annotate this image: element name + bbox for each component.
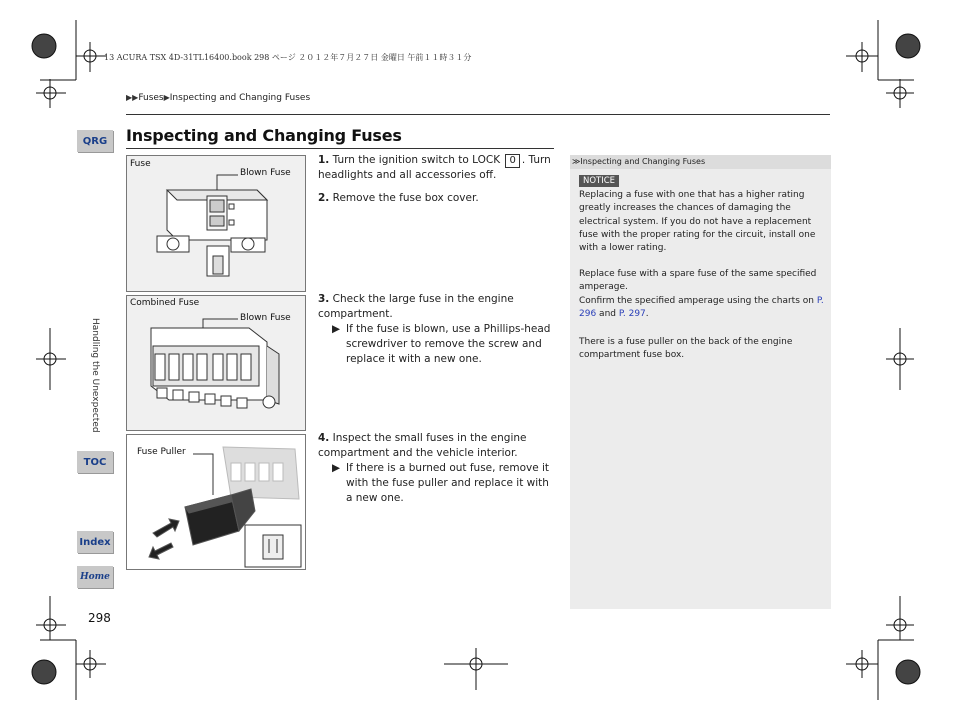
step-1-text-b: . Turn headlights and all accessories off. <box>318 154 551 181</box>
notes-panel <box>570 155 831 609</box>
page-297-link[interactable]: P. 297 <box>618 309 646 320</box>
step-3 <box>318 292 554 367</box>
section-label-text: Handling the Unexpected <box>90 318 100 433</box>
step-3-number: 3. <box>318 293 330 305</box>
notes-paragraph-2b <box>579 295 827 322</box>
step-1-text-a: Turn the ignition switch to LOCK <box>332 154 501 166</box>
home-button[interactable] <box>77 566 113 588</box>
step-3-substep <box>332 322 554 367</box>
breadcrumb-arrow: ▶ <box>163 93 170 102</box>
lock-key-symbol: 0 <box>505 154 519 168</box>
step-4 <box>318 431 554 506</box>
breadcrumb-arrows: ▶▶ <box>126 93 139 102</box>
fuse-figure-label: Fuse <box>130 159 151 169</box>
breadcrumb-fuses-link[interactable]: Fuses <box>138 93 164 103</box>
home-label: Home <box>80 572 110 582</box>
page-title: Inspecting and Changing Fuses <box>126 126 402 145</box>
notes-header <box>570 155 831 169</box>
notes-p2b-pre: Confirm the specified amperage using the charts on <box>579 296 817 306</box>
notice-badge: NOTICE <box>579 175 619 187</box>
step-3-text: Check the large fuse in the engine compartment. <box>318 293 514 320</box>
step-2-text: Remove the fuse box cover. <box>332 192 479 204</box>
breadcrumb-current[interactable]: Inspecting and Changing Fuses <box>169 93 311 103</box>
page-number: 298 <box>88 611 111 625</box>
section-label <box>88 318 102 450</box>
notes-p2b-mid: and <box>596 309 619 320</box>
fuse-illustration <box>127 156 305 291</box>
step-4-text: Inspect the small fuses in the engine compartment and the vehicle interior. <box>318 432 527 459</box>
index-button[interactable]: Index <box>77 531 113 553</box>
combined-fuse-illustration <box>127 296 305 430</box>
title-divider <box>126 148 554 149</box>
top-divider <box>126 114 830 115</box>
step-2-number: 2. <box>318 192 330 204</box>
combined-fuse-figure-label: Combined Fuse <box>130 298 200 308</box>
notes-header-icon: ≫ <box>572 157 581 166</box>
fuse-puller-figure <box>126 434 306 570</box>
step-1-number: 1. <box>318 154 330 166</box>
step-4-subtext: If there is a burned out fuse, remove it with the fuse puller and replace it with a new one. <box>346 462 550 504</box>
notes-paragraph-2a: Replace fuse with a spare fuse of the same specified amperage. <box>579 269 817 293</box>
notes-header-text: Inspecting and Changing Fuses <box>580 157 706 166</box>
step-2 <box>318 191 554 206</box>
toc-button[interactable]: TOC <box>77 451 113 473</box>
page-296-link[interactable]: P. 296 <box>579 296 824 320</box>
combined-blown-fuse-callout: Blown Fuse <box>240 313 291 323</box>
combined-fuse-figure <box>126 295 306 431</box>
step-3-arrow-icon: ▶ <box>332 323 341 335</box>
step-4-substep <box>332 461 554 506</box>
notes-paragraph-1: Replacing a fuse with one that has a higher rating greatly increases the chances of damaging the electrical system. If you do not have a replacement fuse with the proper rating for the circuit, install one with a lower rating. <box>579 190 816 254</box>
breadcrumb <box>126 93 310 103</box>
qrg-button[interactable]: QRG <box>77 130 113 152</box>
notes-paragraph-3: There is a fuse puller on the back of the engine compartment fuse box. <box>579 337 793 361</box>
step-3-subtext: If the fuse is blown, use a Phillips-head screwdriver to remove the screw and replace it with a new one. <box>346 323 551 365</box>
step-4-number: 4. <box>318 432 330 444</box>
fuse-puller-callout: Fuse Puller <box>137 447 186 457</box>
step-4-arrow-icon: ▶ <box>332 462 341 474</box>
notes-p2b-post: . <box>645 309 649 320</box>
fuse-figure <box>126 155 306 292</box>
fuse-puller-illustration <box>127 435 305 569</box>
blown-fuse-callout: Blown Fuse <box>240 168 291 178</box>
file-header: 13 ACURA TSX 4D-31TL16400.book 298 ページ ２０１２年７月２７日 金曜日 午前１１時３１分 <box>104 53 472 62</box>
step-1 <box>318 153 554 183</box>
